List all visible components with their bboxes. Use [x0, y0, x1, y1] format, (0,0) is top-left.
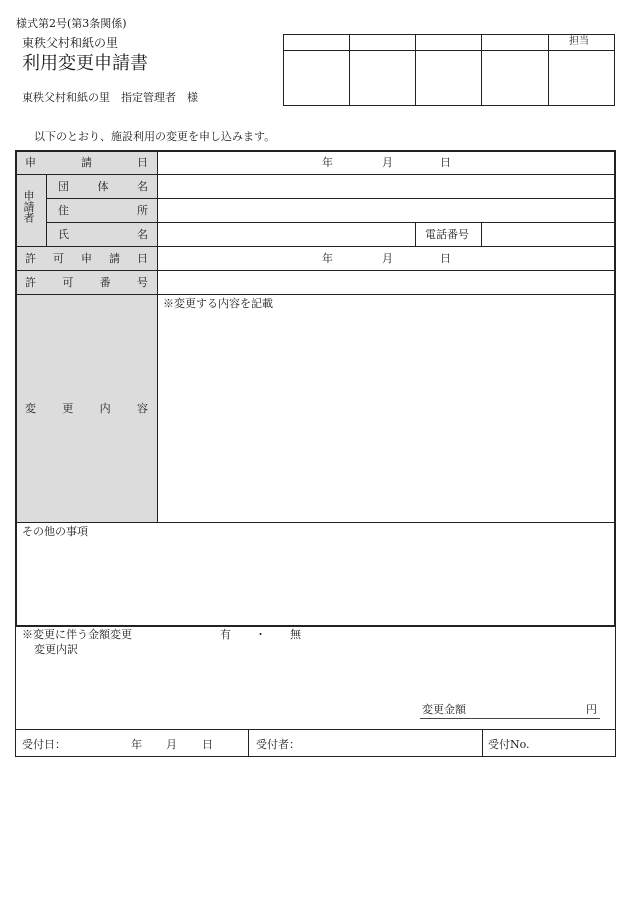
intro-text: 以下のとおり、施設利用の変更を申し込みます。: [34, 130, 276, 143]
application-date-year: 年: [322, 156, 333, 169]
change-content-field[interactable]: [158, 312, 614, 521]
receiver-field[interactable]: [305, 732, 480, 755]
fee-option-separator: ・: [255, 628, 266, 641]
receiver-label: 受付者：: [256, 738, 300, 751]
permit-date-year: 年: [322, 252, 333, 265]
stamp-cell-5[interactable]: [549, 51, 614, 105]
application-date-day: 日: [440, 156, 451, 169]
change-content-note: ※変更する内容を記載: [163, 297, 273, 310]
form-number: 様式第2号(第3条関係): [16, 17, 127, 30]
row-line-7: [16, 522, 615, 523]
name-label: 氏 名: [58, 228, 148, 241]
fee-amount-field[interactable]: [470, 700, 582, 718]
applicant-col-divider: [46, 174, 47, 246]
stamp-cell-1[interactable]: [284, 51, 349, 105]
stamp-cell-4[interactable]: [482, 51, 548, 105]
address-field[interactable]: [158, 199, 614, 222]
phone-left-divider: [415, 222, 416, 246]
fee-currency: 円: [586, 703, 597, 716]
address-label: 住 所: [58, 204, 148, 217]
phone-label: 電話番号: [425, 228, 469, 241]
reception-divider-1: [248, 730, 249, 757]
phone-field[interactable]: [482, 223, 614, 246]
reception-number-field[interactable]: [530, 732, 614, 755]
fee-breakdown-label: 変更内訳: [34, 643, 78, 656]
name-field[interactable]: [158, 223, 415, 246]
reception-date-label: 受付日：: [22, 738, 66, 751]
addressee: 東秩父村和紙の里 指定管理者 様: [22, 91, 198, 104]
group-name-field[interactable]: [158, 175, 614, 198]
fee-breakdown-field[interactable]: [34, 660, 412, 720]
fee-change-label: ※変更に伴う金額変更: [22, 628, 132, 641]
reception-divider-2: [482, 730, 483, 757]
reception-date-day: 日: [202, 738, 213, 751]
row-line-6: [16, 294, 615, 295]
application-date-label: 申 請 日: [25, 156, 148, 169]
permit-date-month: 月: [382, 252, 393, 265]
page-title: 利用変更申請書: [22, 53, 148, 74]
stamp-cell-3[interactable]: [416, 51, 481, 105]
change-content-label: 変 更 内 容: [25, 402, 148, 415]
other-matters-field[interactable]: [17, 540, 614, 625]
facility-name: 東秩父村和紙の里: [22, 36, 119, 50]
permit-number-field[interactable]: [158, 271, 614, 294]
reception-number-label: 受付No.: [488, 738, 530, 751]
reception-date-month: 月: [166, 738, 177, 751]
fee-option-yes[interactable]: 有: [220, 628, 231, 641]
reception-date-year: 年: [131, 738, 142, 751]
group-name-label: 団 体 名: [58, 180, 148, 193]
fee-option-no[interactable]: 無: [290, 628, 301, 641]
applicant-label: 申請者: [22, 190, 35, 223]
permit-date-label: 許 可 申 請 日: [25, 252, 148, 265]
fee-amount-underline: [420, 718, 600, 719]
permit-date-day: 日: [440, 252, 451, 265]
application-date-month: 月: [382, 156, 393, 169]
stamp-cell-2[interactable]: [350, 51, 415, 105]
permit-number-label: 許 可 番 号: [25, 276, 148, 289]
other-matters-label: その他の事項: [22, 525, 88, 538]
fee-amount-label: 変更金額: [422, 703, 466, 716]
stamp-label-tanto: 担当: [569, 36, 589, 47]
